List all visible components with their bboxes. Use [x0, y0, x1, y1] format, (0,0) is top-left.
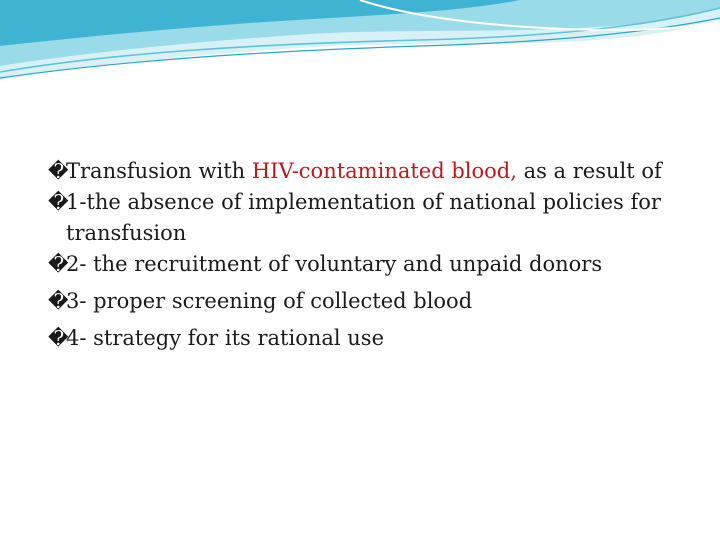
bullet-item-strategy: [48, 323, 688, 354]
bullet-list: [48, 156, 688, 360]
bullet-item-donors: [48, 249, 688, 280]
bullet-item-policies: [48, 187, 688, 249]
bullet-text-after: as a result of: [516, 159, 662, 183]
bullet-text-before: Transfusion with: [66, 159, 252, 183]
replacement-character-icon: �: [48, 159, 69, 183]
replacement-character-icon: �: [48, 289, 69, 313]
bullet-text-highlight: HIV-contaminated blood,: [251, 159, 517, 183]
bullet-text: 2- the recruitment of voluntary and unpaid donors: [66, 252, 603, 276]
replacement-character-icon: �: [48, 326, 69, 350]
bullet-item-transfusion: [48, 156, 688, 187]
replacement-character-icon: �: [48, 190, 69, 214]
bullet-item-screening: [48, 286, 688, 317]
bullet-text: 3- proper screening of collected blood: [66, 289, 473, 313]
bullet-text: 4- strategy for its rational use: [66, 326, 385, 350]
header-wave-decoration: [0, 0, 720, 95]
bullet-text: 1-the absence of implementation of national policies for transfusion: [66, 190, 661, 245]
replacement-character-icon: �: [48, 252, 69, 276]
